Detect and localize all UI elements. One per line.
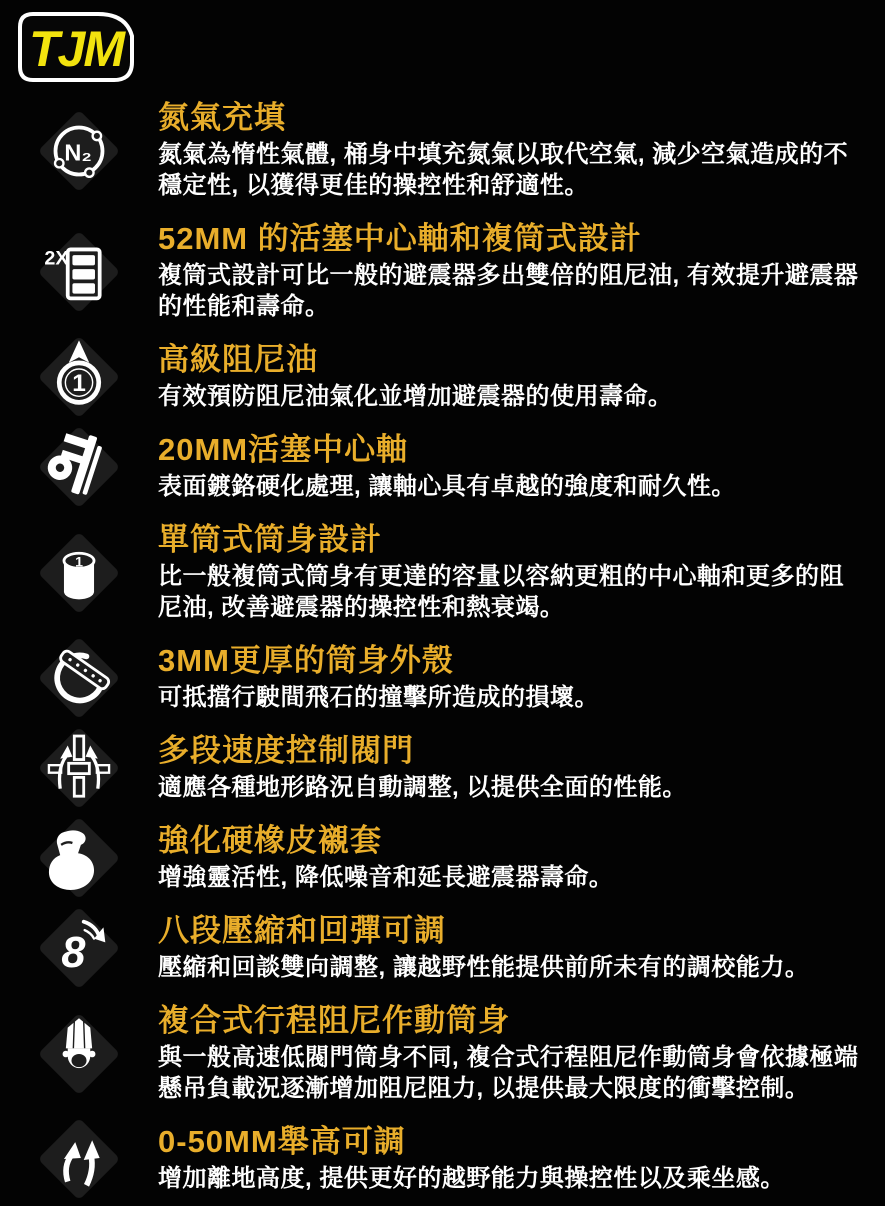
feature-body: 適應各種地形路況自動調整, 以提供全面的性能。	[158, 774, 687, 801]
feature-nitrogen	[0, 100, 885, 201]
feature-heading: 0-50MM舉高可調	[158, 1124, 406, 1159]
feature-twin-tube	[0, 221, 885, 322]
feature-heading: 高級阻尼油	[158, 342, 318, 377]
feature-speed-valve	[0, 733, 885, 803]
feature-damping-oil	[0, 342, 885, 412]
feature-heading: 多段速度控制閥門	[158, 733, 414, 768]
feature-list	[0, 100, 885, 1194]
feature-body: 複筒式設計可比一般的避震器多出雙倍的阻尼油, 有效提升避震器的性能和壽命。	[158, 262, 859, 320]
eight-stage-icon	[32, 901, 126, 995]
feature-body: 壓縮和回談雙向調整, 讓越野性能提供前所未有的調校能力。	[158, 954, 810, 981]
caliper-icon	[32, 420, 126, 514]
feature-bushings	[0, 823, 885, 893]
bicep-icon	[32, 811, 126, 905]
double-oil-icon	[32, 225, 126, 319]
medal-icon-label: 1	[72, 370, 86, 398]
feature-body: 表面鍍鉻硬化處理, 讓軸心具有卓越的強度和耐久性。	[158, 473, 736, 500]
monotube-icon-label: 1	[75, 552, 83, 569]
speed-valve-icon	[32, 721, 126, 815]
feature-body: 比一般複筒式筒身有更達的容量以容納更粗的中心軸和更多的阻尼油, 改善避震器的操控性和熱衰竭。	[158, 563, 844, 621]
lift-arrows-icon	[32, 1112, 126, 1206]
monotube-icon	[32, 526, 126, 620]
feature-monotube	[0, 522, 885, 623]
feature-heading: 3MM更厚的筒身外殼	[158, 643, 454, 678]
feature-heading: 單筒式筒身設計	[158, 522, 382, 557]
feature-lift	[0, 1124, 885, 1194]
feature-thick-shell	[0, 643, 885, 713]
feature-body: 可抵擋行駛間飛石的撞擊所造成的損壞。	[158, 684, 599, 711]
shock-body-icon	[32, 1007, 126, 1101]
feature-eight-stage	[0, 913, 885, 983]
nitrogen-icon	[32, 104, 126, 198]
feature-heading: 強化硬橡皮襯套	[158, 823, 382, 858]
feature-progressive-body	[0, 1003, 885, 1104]
nitrogen-icon-label: N₂	[64, 138, 92, 165]
feature-body: 增強靈活性, 降低噪音和延長避震器壽命。	[158, 864, 614, 891]
thick-shell-icon	[32, 631, 126, 725]
feature-piston-rod	[0, 432, 885, 502]
tjm-logo-icon	[16, 10, 140, 84]
eight-stage-icon-label: 8	[61, 928, 86, 977]
feature-heading: 複合式行程阻尼作動筒身	[158, 1003, 510, 1038]
tjm-logo-text: TJM	[29, 21, 123, 77]
feature-heading: 八段壓縮和回彈可調	[158, 913, 446, 948]
feature-heading: 20MM活塞中心軸	[158, 432, 409, 467]
feature-heading: 52MM 的活塞中心軸和複筒式設計	[158, 221, 642, 256]
medal-icon	[32, 330, 126, 424]
tjm-logo	[16, 10, 140, 89]
feature-heading: 氮氣充填	[158, 100, 286, 135]
feature-body: 增加離地高度, 提供更好的越野能力與操控性以及乘坐感。	[158, 1165, 785, 1192]
feature-body: 有效預防阻尼油氣化並增加避震器的使用壽命。	[158, 383, 673, 410]
feature-body: 氮氣為惰性氣體, 桶身中填充氮氣以取代空氣, 減少空氣造成的不穩定性, 以獲得更佳的操控性和舒適性。	[158, 141, 849, 199]
double-oil-icon-label: 2X	[44, 246, 69, 269]
feature-body: 與一般高速低閥門筒身不同, 複合式行程阻尼作動筒身會依據極端懸吊負載況逐漸增加阻尼阻力, 以提供最大限度的衝擊控制。	[158, 1044, 859, 1102]
